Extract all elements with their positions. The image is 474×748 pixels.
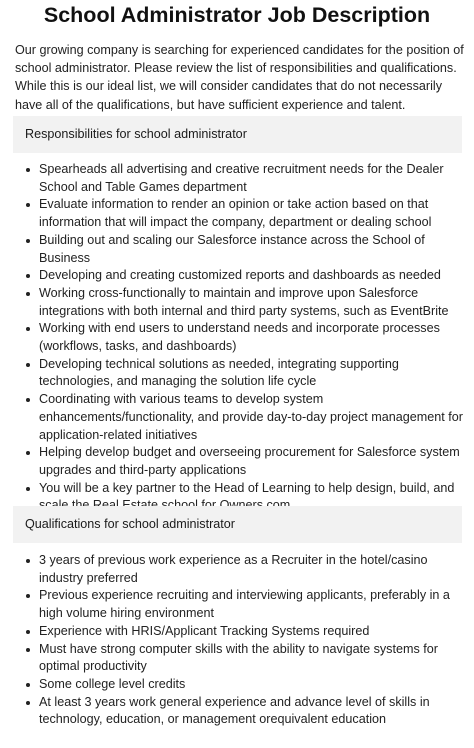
list-item: Previous experience recruiting and interviewing applicants, preferably in a high volume hiring environment	[23, 587, 468, 622]
list-item: 3 years of previous work experience as a Recruiter in the hotel/casino industry preferred	[23, 552, 468, 587]
responsibilities-header: Responsibilities for school administrator	[13, 116, 462, 153]
list-item: You will be a key partner to the Head of Learning to help design, build, and	[23, 480, 468, 515]
page-title: School Administrator Job Description	[43, 3, 431, 27]
list-item: Working with end users to understand needs and incorporate processes (workflows, tasks, and dashboards)	[23, 320, 468, 355]
list-item: Developing technical solutions as needed, integrating supporting technologies, and managing the solution life cycle	[23, 356, 468, 391]
list-item: Some college level credits	[23, 676, 468, 694]
list-item: Evaluate information to render an opinion or take action based on that information that will impact the company, department or dealing school	[23, 196, 468, 231]
responsibilities-list	[23, 161, 468, 515]
list-item: Experience with HRIS/Applicant Tracking Systems required	[23, 623, 468, 641]
list-item: Must have strong computer skills with the ability to navigate systems for optimal productivity	[23, 641, 468, 676]
list-item: Coordinating with various teams to develop system enhancements/functionality, and provide day-to-day project management for application-related initiatives	[23, 391, 468, 444]
list-item: Helping develop budget and overseeing procurement for Salesforce system upgrades and third-party applications	[23, 444, 468, 479]
intro-paragraph: Our growing company is searching for experienced candidates for the position of school administrator. Please review the list of responsibilities and qualifications. While this is our ideal list, we will consider candidates that do not necessarily have all of the qualifications, but have sufficient experience and talent.	[15, 43, 464, 112]
list-item: Working cross-functionally to maintain and improve upon Salesforce integrations with both internal and third party systems, such as EventBrite	[23, 285, 468, 320]
list-item: Developing and creating customized reports and dashboards as needed	[23, 267, 468, 285]
qualifications-header: Qualifications for school administrator	[13, 506, 462, 543]
qualifications-list	[23, 552, 468, 729]
list-item: At least 3 years work general experience and advance level of skills in technology, education, or management orequivalent education	[23, 694, 468, 729]
list-item: Building out and scaling our Salesforce instance across the School of Business	[23, 232, 468, 267]
list-item: Spearheads all advertising and creative recruitment needs for the Dealer School and Table Games department	[23, 161, 468, 196]
